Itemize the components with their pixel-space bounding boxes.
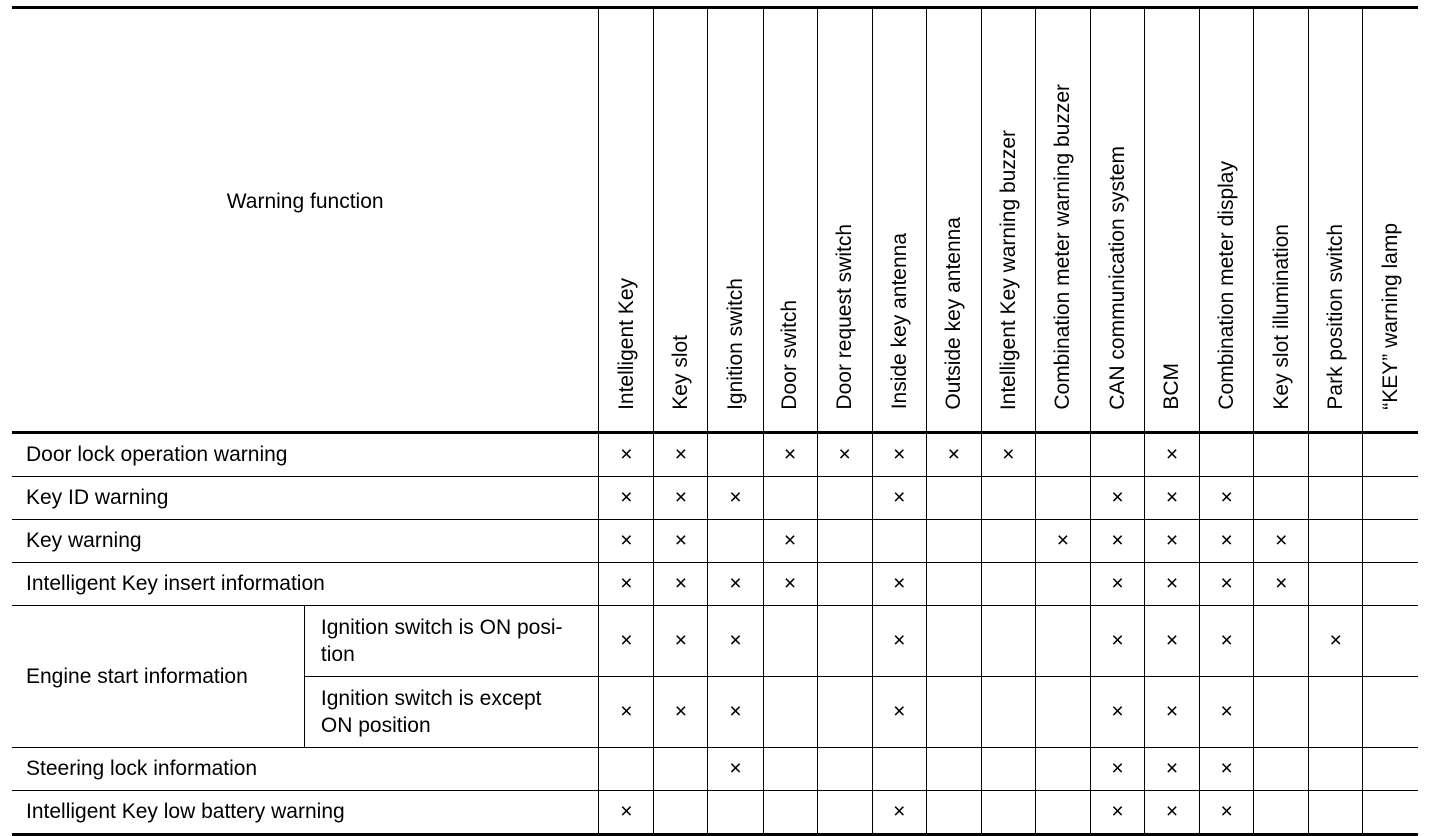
column-header-label: “KEY” warning lamp: [1379, 222, 1402, 410]
check-mark: ×: [1145, 791, 1200, 835]
check-mark: ×: [872, 477, 926, 520]
empty-cell: [1254, 791, 1309, 835]
column-header: [872, 8, 926, 433]
empty-cell: [1254, 748, 1309, 791]
empty-cell: [1200, 433, 1254, 477]
row-label: Intelligent Key low battery warning: [12, 791, 599, 835]
column-header-label: Park position switch: [1324, 224, 1348, 410]
check-mark: ×: [708, 563, 763, 606]
check-mark: ×: [1145, 433, 1200, 477]
empty-cell: [926, 520, 981, 563]
check-mark: ×: [654, 433, 708, 477]
column-header: [708, 8, 763, 433]
check-mark: ×: [1145, 520, 1200, 563]
table-row: [12, 520, 1418, 563]
check-mark: ×: [1200, 520, 1254, 563]
column-header-label: CAN communication system: [1105, 145, 1129, 410]
empty-cell: [763, 606, 817, 677]
empty-cell: [1035, 563, 1090, 606]
check-mark: ×: [599, 477, 654, 520]
empty-cell: [926, 791, 981, 835]
check-mark: ×: [1200, 791, 1254, 835]
empty-cell: [1309, 791, 1363, 835]
empty-cell: [599, 748, 654, 791]
empty-cell: [981, 606, 1035, 677]
column-header: [763, 8, 817, 433]
empty-cell: [817, 748, 872, 791]
empty-cell: [708, 433, 763, 477]
column-header: [1254, 8, 1309, 433]
column-header: [1090, 8, 1144, 433]
check-mark: ×: [1090, 477, 1144, 520]
check-mark: ×: [1254, 520, 1309, 563]
empty-cell: [1363, 563, 1418, 606]
column-header: [654, 8, 708, 433]
empty-cell: [817, 563, 872, 606]
empty-cell: [1363, 606, 1418, 677]
table-row: [12, 791, 1418, 835]
row-label: Door lock operation warning: [12, 433, 599, 477]
table-row: [12, 433, 1418, 477]
empty-cell: [981, 563, 1035, 606]
check-mark: ×: [872, 606, 926, 677]
empty-cell: [817, 606, 872, 677]
column-header: [981, 8, 1035, 433]
empty-cell: [1309, 477, 1363, 520]
check-mark: ×: [599, 520, 654, 563]
empty-cell: [1035, 677, 1090, 748]
check-mark: ×: [872, 677, 926, 748]
empty-cell: [981, 477, 1035, 520]
check-mark: ×: [763, 563, 817, 606]
empty-cell: [654, 748, 708, 791]
header-row: [12, 8, 1418, 433]
check-mark: ×: [708, 677, 763, 748]
row-sub-label: Ignition switch is ON posi- tion: [304, 606, 598, 677]
check-mark: ×: [1145, 563, 1200, 606]
column-header-label: Inside key antenna: [887, 233, 911, 410]
empty-cell: [817, 520, 872, 563]
check-mark: ×: [1145, 677, 1200, 748]
check-mark: ×: [1145, 606, 1200, 677]
check-mark: ×: [981, 433, 1035, 477]
empty-cell: [1363, 791, 1418, 835]
check-mark: ×: [926, 433, 981, 477]
row-label: Intelligent Key insert information: [12, 563, 599, 606]
column-header: [1309, 8, 1363, 433]
column-header-label: Key slot illumination: [1269, 224, 1293, 410]
column-header-label: Combination meter warning buzzer: [1051, 84, 1075, 410]
column-header-label: BCM: [1160, 363, 1184, 410]
column-header-label: Ignition switch: [723, 277, 747, 410]
empty-cell: [1254, 477, 1309, 520]
column-header: [1145, 8, 1200, 433]
table-row: [12, 606, 1418, 677]
check-mark: ×: [599, 677, 654, 748]
empty-cell: [817, 477, 872, 520]
column-header-label: Key slot: [669, 335, 693, 410]
check-mark: ×: [708, 606, 763, 677]
check-mark: ×: [1254, 563, 1309, 606]
check-mark: ×: [1090, 520, 1144, 563]
empty-cell: [817, 791, 872, 835]
empty-cell: [708, 520, 763, 563]
empty-cell: [981, 791, 1035, 835]
column-header: [599, 8, 654, 433]
empty-cell: [981, 677, 1035, 748]
empty-cell: [1363, 520, 1418, 563]
empty-cell: [926, 748, 981, 791]
table-row: [12, 563, 1418, 606]
empty-cell: [763, 677, 817, 748]
check-mark: ×: [599, 791, 654, 835]
empty-cell: [1309, 748, 1363, 791]
column-header-label: Outside key antenna: [942, 217, 966, 410]
column-header-label: Combination meter display: [1214, 161, 1238, 410]
empty-cell: [981, 520, 1035, 563]
column-header: [1200, 8, 1254, 433]
empty-cell: [1254, 677, 1309, 748]
check-mark: ×: [1090, 606, 1144, 677]
check-mark: ×: [654, 563, 708, 606]
check-mark: ×: [872, 791, 926, 835]
check-mark: ×: [763, 520, 817, 563]
empty-cell: [1363, 433, 1418, 477]
check-mark: ×: [654, 520, 708, 563]
row-label: Steering lock information: [12, 748, 599, 791]
check-mark: ×: [1200, 606, 1254, 677]
empty-cell: [1309, 520, 1363, 563]
column-header-label: Intelligent Key warning buzzer: [996, 129, 1020, 410]
empty-cell: [926, 606, 981, 677]
empty-cell: [654, 791, 708, 835]
empty-cell: [1309, 677, 1363, 748]
check-mark: ×: [599, 606, 654, 677]
table-row: [12, 477, 1418, 520]
check-mark: ×: [654, 606, 708, 677]
empty-cell: [1309, 433, 1363, 477]
empty-cell: [926, 477, 981, 520]
empty-cell: [1035, 477, 1090, 520]
empty-cell: [763, 748, 817, 791]
column-header-label: Door request switch: [832, 224, 856, 410]
check-mark: ×: [1090, 791, 1144, 835]
empty-cell: [817, 677, 872, 748]
check-mark: ×: [708, 748, 763, 791]
check-mark: ×: [599, 433, 654, 477]
column-header: [817, 8, 872, 433]
row-group-label: Engine start information: [12, 606, 304, 748]
row-label: Key ID warning: [12, 477, 599, 520]
check-mark: ×: [1200, 477, 1254, 520]
empty-cell: [1363, 477, 1418, 520]
warning-function-table: [12, 6, 1418, 836]
empty-cell: [872, 748, 926, 791]
check-mark: ×: [1145, 748, 1200, 791]
check-mark: ×: [817, 433, 872, 477]
check-mark: ×: [872, 563, 926, 606]
empty-cell: [1035, 433, 1090, 477]
check-mark: ×: [872, 433, 926, 477]
check-mark: ×: [1200, 677, 1254, 748]
column-header-label: Intelligent Key: [614, 277, 638, 410]
empty-cell: [763, 791, 817, 835]
empty-cell: [1254, 433, 1309, 477]
check-mark: ×: [1309, 606, 1363, 677]
column-header: [1035, 8, 1090, 433]
empty-cell: [1035, 606, 1090, 677]
check-mark: ×: [1090, 563, 1144, 606]
check-mark: ×: [763, 433, 817, 477]
empty-cell: [1254, 606, 1309, 677]
check-mark: ×: [1200, 563, 1254, 606]
empty-cell: [1035, 791, 1090, 835]
empty-cell: [1309, 563, 1363, 606]
check-mark: ×: [1200, 748, 1254, 791]
row-sub-label: Ignition switch is except ON position: [304, 677, 598, 748]
check-mark: ×: [654, 677, 708, 748]
check-mark: ×: [1090, 748, 1144, 791]
column-header: [1363, 8, 1418, 433]
check-mark: ×: [1090, 677, 1144, 748]
check-mark: ×: [1145, 477, 1200, 520]
table-row: [12, 748, 1418, 791]
check-mark: ×: [654, 477, 708, 520]
empty-cell: [1090, 433, 1144, 477]
column-header-label: Door switch: [778, 300, 802, 410]
row-label: Key warning: [12, 520, 599, 563]
empty-cell: [926, 677, 981, 748]
empty-cell: [708, 791, 763, 835]
column-header: [926, 8, 981, 433]
check-mark: ×: [1035, 520, 1090, 563]
empty-cell: [981, 748, 1035, 791]
empty-cell: [926, 563, 981, 606]
empty-cell: [1363, 748, 1418, 791]
empty-cell: [1363, 677, 1418, 748]
empty-cell: [1035, 748, 1090, 791]
empty-cell: [872, 520, 926, 563]
check-mark: ×: [599, 563, 654, 606]
warning-function-header: Warning function: [12, 8, 599, 433]
empty-cell: [763, 477, 817, 520]
check-mark: ×: [708, 477, 763, 520]
